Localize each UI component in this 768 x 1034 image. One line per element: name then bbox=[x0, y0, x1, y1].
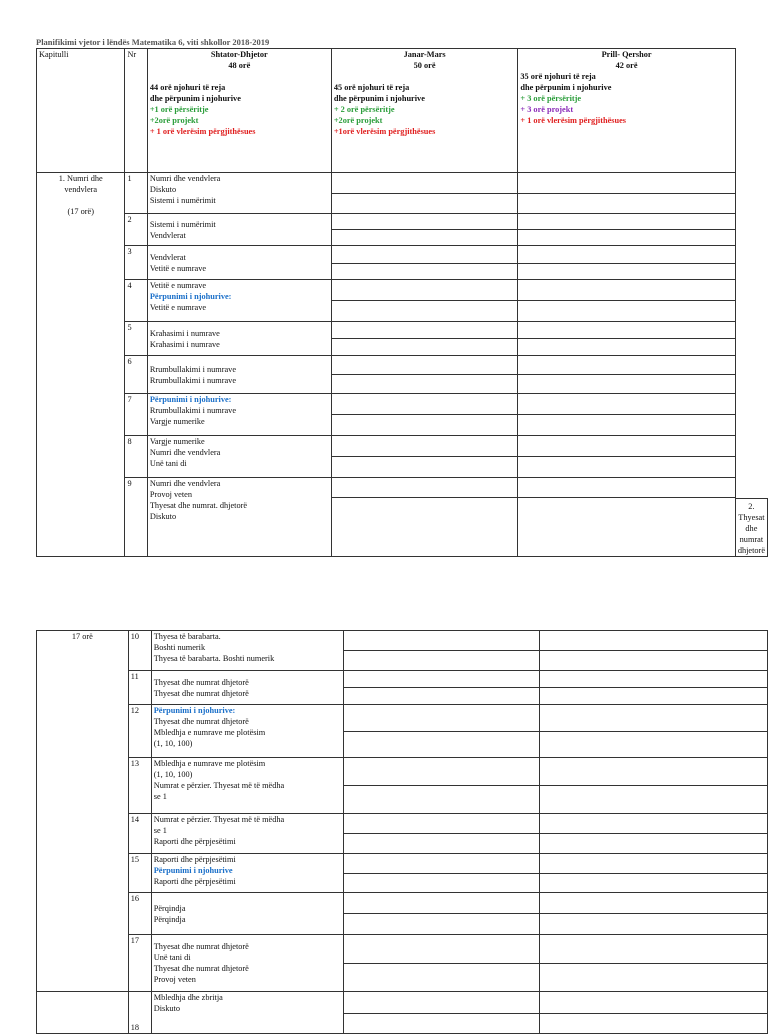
topic: Përqindja bbox=[153, 903, 186, 913]
period-line-project: +2orë projekt bbox=[149, 116, 199, 125]
row-number: 18 bbox=[128, 992, 151, 1034]
period-line-evaluation: + 1 orë vlerësim përgjithësues bbox=[149, 127, 256, 136]
topic: Unë tani di bbox=[149, 459, 187, 468]
topic: Përqindja bbox=[153, 914, 186, 924]
topic: Unë tani di bbox=[153, 953, 191, 962]
row-number: 4 bbox=[125, 280, 147, 322]
chapter-1-hours: (17 orë) bbox=[67, 207, 94, 216]
empty-cell bbox=[344, 893, 539, 914]
topic: Raporti dhe përpjesëtimi bbox=[153, 877, 236, 886]
empty-cell bbox=[518, 322, 735, 339]
topic: Vargje numerike bbox=[149, 437, 205, 446]
row-number: 3 bbox=[125, 246, 147, 280]
chapter-2-hours-cell bbox=[37, 631, 129, 992]
topic: Rrumbullakimi i numrave bbox=[149, 406, 237, 415]
empty-cell bbox=[344, 758, 539, 786]
empty-cell bbox=[331, 214, 518, 230]
row-number: 7 bbox=[125, 394, 147, 436]
topic: Provoj veten bbox=[149, 490, 192, 499]
topic: Thyesat dhe numrat dhjetorë bbox=[153, 964, 249, 973]
topic: Numri dhe vendvlera bbox=[149, 479, 221, 488]
topic: Vetitë e numrave bbox=[149, 263, 207, 273]
empty-cell bbox=[518, 339, 735, 356]
period-line-project: + 3 orë projekt bbox=[520, 105, 574, 114]
chapter-2-cell bbox=[735, 499, 767, 557]
lesson-topics bbox=[151, 814, 344, 854]
empty-cell bbox=[518, 394, 735, 415]
chapter-1-title: 1. Numri dhe bbox=[58, 174, 103, 183]
chapter-2-hours: 17 orë bbox=[71, 632, 93, 641]
empty-cell bbox=[539, 935, 767, 964]
empty-cell bbox=[518, 230, 735, 246]
chapter-2-title: 2. Thyesat dhe bbox=[738, 502, 765, 533]
chapter-2-title-2: numrat dhjetorë bbox=[737, 535, 765, 555]
period-line: 45 orë njohuri të reja bbox=[333, 83, 410, 92]
period-line: dhe përpunim i njohurive bbox=[333, 94, 425, 103]
topic: Sistemi i numërimit bbox=[149, 219, 216, 229]
row-number: 17 bbox=[128, 935, 151, 992]
topic: Mbledhja e numrave me plotësim bbox=[153, 728, 266, 737]
topic-highlight: Përpunimi i njohurive: bbox=[153, 706, 236, 715]
empty-cell bbox=[331, 322, 518, 339]
empty-cell bbox=[331, 498, 518, 557]
header-nr: Nr bbox=[125, 49, 147, 173]
empty-cell bbox=[344, 834, 539, 854]
chapter-1-title-2: vendvlera bbox=[64, 185, 98, 194]
lesson-topics bbox=[147, 322, 331, 356]
empty-cell bbox=[344, 964, 539, 992]
row-number: 14 bbox=[128, 814, 151, 854]
period-line-revision: +1 orë përsëritje bbox=[149, 105, 209, 114]
empty-cell bbox=[344, 914, 539, 935]
topic: Raporti dhe përpjesëtimi bbox=[153, 837, 236, 846]
row-number: 9 bbox=[125, 478, 147, 557]
topic: Rrumbullakimi i numrave bbox=[149, 364, 237, 374]
plan-table-1 bbox=[36, 48, 768, 557]
topic: Thyesat dhe numrat dhjetorë bbox=[153, 688, 249, 698]
topic: Rrumbullakimi i numrave bbox=[149, 375, 237, 385]
header-period-2 bbox=[331, 49, 518, 173]
lesson-topics bbox=[151, 935, 344, 992]
empty-cell bbox=[344, 651, 539, 671]
empty-cell bbox=[344, 854, 539, 874]
topic: Diskuto bbox=[149, 512, 177, 521]
lesson-topics bbox=[147, 214, 331, 246]
period-name: Shtator-Dhjetor bbox=[210, 50, 268, 59]
topic: Vargje numerike bbox=[149, 417, 205, 426]
topic: Provoj veten bbox=[153, 975, 196, 984]
topic: Numri dhe vendvlera bbox=[149, 448, 221, 457]
header-period-1 bbox=[147, 49, 331, 173]
lesson-topics bbox=[151, 705, 344, 758]
empty-cell bbox=[539, 893, 767, 914]
topic: Numrat e përzier. Thyesat më të mëdha bbox=[153, 815, 285, 824]
period-line-evaluation: + 1 orë vlerësim përgjithësues bbox=[520, 116, 627, 125]
empty-cell bbox=[331, 478, 518, 498]
empty-cell bbox=[539, 874, 767, 893]
empty-cell bbox=[539, 758, 767, 786]
empty-cell bbox=[344, 732, 539, 758]
empty-cell bbox=[331, 339, 518, 356]
row-number: 10 bbox=[128, 631, 151, 671]
topic: Mbledhja e numrave me plotësim bbox=[153, 759, 266, 768]
empty-cell bbox=[539, 671, 767, 688]
period-line-project: +2orë projekt bbox=[333, 116, 383, 125]
topic: Numri dhe vendvlera bbox=[149, 174, 221, 183]
topic: Vetitë e numrave bbox=[149, 281, 207, 290]
empty-cell bbox=[518, 436, 735, 457]
topic: (1, 10, 100) bbox=[153, 739, 193, 748]
empty-cell bbox=[344, 992, 539, 1014]
empty-cell bbox=[344, 874, 539, 893]
empty-cell bbox=[539, 814, 767, 834]
topic: Boshti numerik bbox=[153, 643, 206, 652]
empty-cell bbox=[331, 415, 518, 436]
empty-cell bbox=[539, 914, 767, 935]
topic: Krahasimi i numrave bbox=[149, 328, 220, 338]
empty-cell bbox=[539, 992, 767, 1014]
row-number: 1 bbox=[125, 173, 147, 214]
row-number: 13 bbox=[128, 758, 151, 814]
topic: se 1 bbox=[153, 792, 167, 801]
empty-cell bbox=[518, 246, 735, 264]
empty-cell bbox=[539, 854, 767, 874]
period-hours: 50 orë bbox=[413, 61, 436, 70]
topic-highlight: Përpunimi i njohurive: bbox=[149, 395, 232, 404]
topic: Thyesa të barabarta. bbox=[153, 632, 221, 641]
topic-highlight: Përpunimi i njohurive bbox=[153, 866, 233, 875]
period-line: 35 orë njohuri të reja bbox=[520, 72, 596, 81]
period-line-evaluation: +1orë vlerësim përgjithësues bbox=[333, 127, 436, 136]
topic: Diskuto bbox=[149, 185, 177, 194]
header-period-3 bbox=[518, 49, 735, 173]
empty-cell bbox=[518, 457, 735, 478]
empty-cell bbox=[331, 173, 518, 194]
period-line: dhe përpunim i njohurive bbox=[149, 94, 241, 103]
table-row bbox=[37, 173, 768, 194]
lesson-topics bbox=[151, 893, 344, 935]
empty-cell bbox=[344, 814, 539, 834]
empty-cell bbox=[539, 688, 767, 705]
row-number: 5 bbox=[125, 322, 147, 356]
period-hours: 48 orë bbox=[228, 61, 251, 70]
empty-cell bbox=[344, 688, 539, 705]
row-number: 6 bbox=[125, 356, 147, 394]
lesson-topics bbox=[151, 671, 344, 705]
empty-cell bbox=[539, 651, 767, 671]
empty-cell bbox=[518, 375, 735, 394]
empty-cell bbox=[331, 280, 518, 301]
empty-cell bbox=[331, 230, 518, 246]
empty-cell bbox=[539, 705, 767, 732]
empty-cell bbox=[344, 671, 539, 688]
period-name: Prill- Qershor bbox=[601, 50, 652, 59]
lesson-topics bbox=[147, 478, 331, 557]
topic: Vetitë e numrave bbox=[149, 303, 207, 312]
empty-cell bbox=[344, 786, 539, 814]
empty-cell bbox=[331, 264, 518, 280]
empty-cell bbox=[344, 705, 539, 732]
lesson-topics bbox=[147, 394, 331, 436]
empty-cell bbox=[518, 415, 735, 436]
empty-cell bbox=[539, 834, 767, 854]
empty-cell bbox=[518, 194, 735, 214]
topic: (1, 10, 100) bbox=[153, 770, 193, 779]
empty-cell bbox=[518, 264, 735, 280]
chapter-1-cell bbox=[37, 173, 125, 557]
empty-cell bbox=[331, 301, 518, 322]
header-kapitulli: Kapitulli bbox=[37, 49, 125, 173]
period-line: dhe përpunim i njohurive bbox=[520, 83, 612, 92]
period-line-revision: + 3 orë përsëritje bbox=[520, 94, 582, 103]
empty-cell bbox=[331, 356, 518, 375]
lesson-topics bbox=[151, 631, 344, 671]
empty-cell bbox=[331, 194, 518, 214]
topic-highlight: Përpunimi i njohurive: bbox=[149, 292, 232, 301]
empty-cell bbox=[539, 732, 767, 758]
period-name: Janar-Mars bbox=[403, 50, 446, 59]
chapter-3-cell bbox=[37, 992, 129, 1034]
row-number: 16 bbox=[128, 893, 151, 935]
lesson-topics bbox=[147, 246, 331, 280]
topic: Vendvlerat bbox=[149, 252, 186, 262]
empty-cell bbox=[539, 631, 767, 651]
empty-cell bbox=[518, 478, 735, 498]
empty-cell bbox=[331, 375, 518, 394]
row-number: 2 bbox=[125, 214, 147, 246]
lesson-topics bbox=[151, 854, 344, 893]
empty-cell bbox=[518, 498, 735, 557]
topic: Vendvlerat bbox=[149, 230, 186, 240]
topic: Thyesat dhe numrat dhjetorë bbox=[153, 717, 249, 726]
topic: Numrat e përzier. Thyesat më të mëdha bbox=[153, 781, 285, 790]
lesson-topics bbox=[151, 992, 344, 1034]
row-number: 12 bbox=[128, 705, 151, 758]
plan-table-2 bbox=[36, 630, 768, 1034]
topic: Thyesa të barabarta. Boshti numerik bbox=[153, 654, 275, 663]
empty-cell bbox=[518, 356, 735, 375]
topic: Thyesat dhe numrat. dhjetorë bbox=[149, 501, 248, 510]
lesson-topics bbox=[147, 436, 331, 478]
empty-cell bbox=[331, 394, 518, 415]
topic: Raporti dhe përpjesëtimi bbox=[153, 855, 236, 864]
empty-cell bbox=[518, 173, 735, 194]
topic: Diskuto bbox=[153, 1004, 180, 1013]
period-line-revision: + 2 orë përsëritje bbox=[333, 105, 395, 114]
empty-cell bbox=[518, 301, 735, 322]
period-line: 44 orë njohuri të reja bbox=[149, 83, 226, 92]
empty-cell bbox=[344, 935, 539, 964]
header-row bbox=[37, 49, 768, 173]
row-number: 8 bbox=[125, 436, 147, 478]
topic: Sistemi i numërimit bbox=[149, 196, 216, 205]
lesson-topics bbox=[147, 173, 331, 214]
lesson-topics bbox=[147, 356, 331, 394]
empty-cell bbox=[344, 631, 539, 651]
topic: Krahasimi i numrave bbox=[149, 339, 220, 349]
lesson-topics bbox=[147, 280, 331, 322]
lesson-topics bbox=[151, 758, 344, 814]
topic: Thyesat dhe numrat dhjetorë bbox=[153, 942, 249, 951]
empty-cell bbox=[518, 280, 735, 301]
row-number: 15 bbox=[128, 854, 151, 893]
empty-cell bbox=[539, 786, 767, 814]
empty-cell bbox=[518, 214, 735, 230]
topic: Mbledhja dhe zbritja bbox=[153, 993, 223, 1002]
topic: se 1 bbox=[153, 826, 167, 835]
empty-cell bbox=[331, 436, 518, 457]
document-title: Planifikimi vjetor i lëndës Matematika 6, viti shkollor 2018-2019 bbox=[36, 37, 270, 47]
empty-cell bbox=[539, 964, 767, 992]
period-hours: 42 orë bbox=[615, 61, 638, 70]
row-number: 11 bbox=[128, 671, 151, 705]
empty-cell bbox=[331, 246, 518, 264]
empty-cell bbox=[331, 457, 518, 478]
topic: Thyesat dhe numrat dhjetorë bbox=[153, 677, 249, 687]
